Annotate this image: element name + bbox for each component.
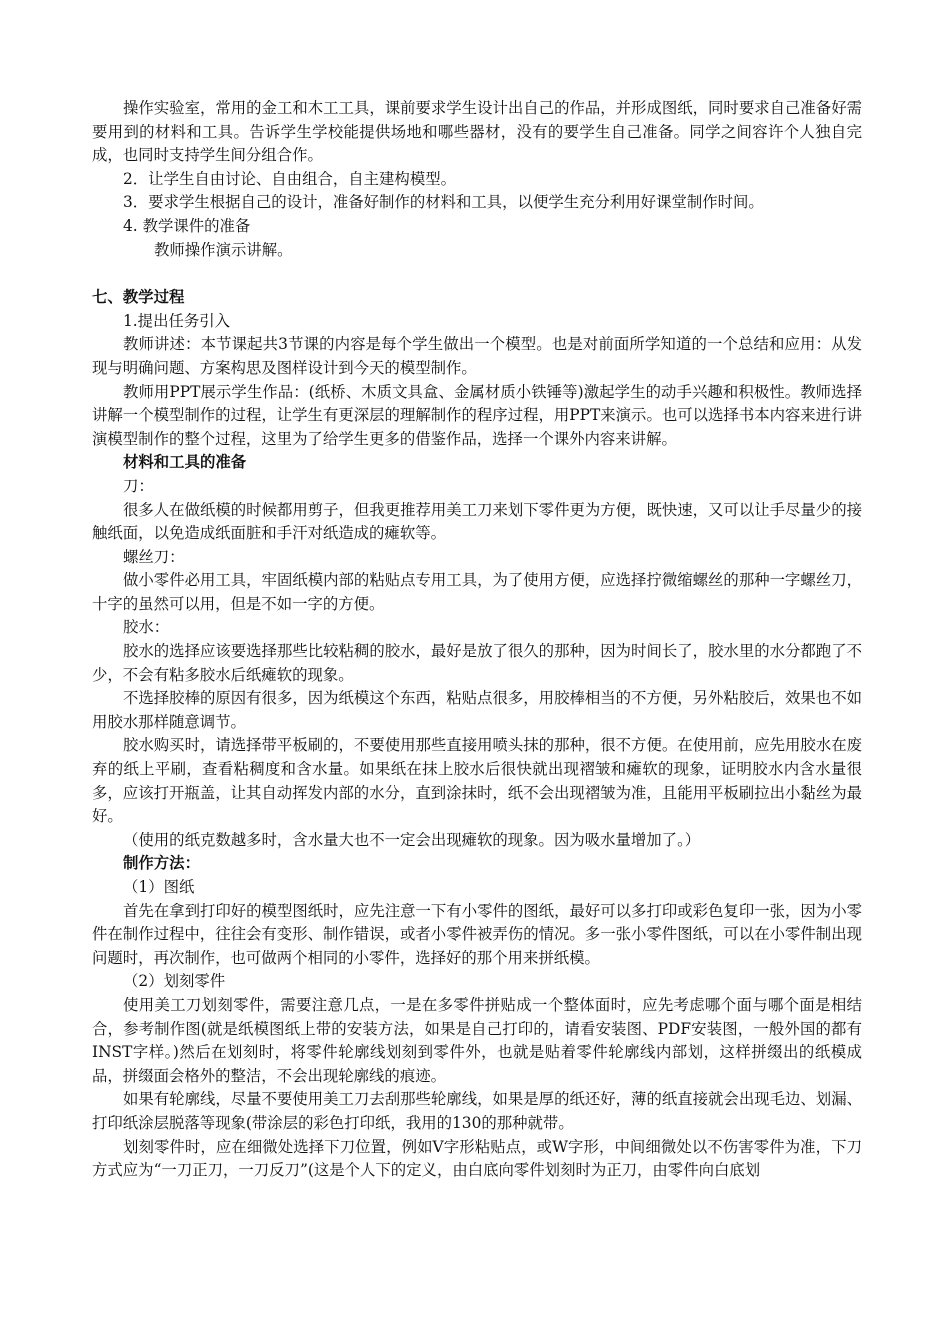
paragraph: 教师讲述：本节课起共3节课的内容是每个学生做出一个模型。也是对前面所学知道的一个总结和应用：从发现与明确问题、方案构思及图样设计到今天的模型制作。 [92,335,862,377]
list-item: 2．让学生自由讨论、自由组合，自主建构模型。 [123,169,456,188]
paragraph: 操作实验室，常用的金工和木工工具，课前要求学生设计出自己的作品，并形成图纸，同时要求自己准备好需要用到的材料和工具。告诉学生学校能提供场地和哪些器材，没有的要学生自己准备。同学之间容许个人独自完成，也同时支持学生间分组合作。 [92,99,862,165]
paragraph: 使用美工刀划刻零件，需要注意几点，一是在多零件拼贴成一个整体面时，应先考虑哪个面与哪个面是相结合，参考制作图(就是纸模图纸上带的安装方法，如果是自己打印的，请看安装图、PDF安装图，一般外国的都有INST字样。)然后在划刻时，将零件轮廓线划刻到零件外，也就是贴着零件轮廓线内部划，这样拼缀出的纸模成品，拼缀面会格外的整洁，不会出现轮廓线的痕迹。 [92,995,862,1085]
paragraph: 首先在拿到打印好的模型图纸时，应先注意一下有小零件的图纸，最好可以多打印或彩色复印一张，因为小零件在制作过程中，往往会有变形、制作错误，或者小零件被弄伤的情况。多一张小零件图纸，可以在小零件制出现问题时，再次制作，也可做两个相同的小零件，选择好的那个用来拼纸模。 [92,901,862,967]
item-label: 刀： [123,476,154,495]
list-item: 3．要求学生根据自己的设计，准备好制作的材料和工具，以便学生充分利用好课堂制作时间。 [123,193,764,212]
item-label: 胶水： [123,618,170,637]
paragraph: 很多人在做纸模的时候都用剪子，但我更推荐用美工刀来划下零件更为方便，既快速，又可以让手尽量少的接触纸面，以免造成纸面脏和手汗对纸造成的瘫软等。 [92,500,862,543]
item-label: （1）图纸 [123,878,195,896]
subheading: 材料和工具的准备 [123,453,247,472]
paragraph: 不选择胶棒的原因有很多，因为纸模这个东西，粘贴点很多，用胶棒相当的不方便，另外粘胶后，效果也不如用胶水那样随意调节。 [92,689,862,731]
paragraph: 教师用PPT展示学生作品：(纸桥、木质文具盒、金属材质小铁锤等)激起学生的动手兴趣和积极性。教师选择讲解一个模型制作的过程，让学生有更深层的理解制作的程序过程，用PPT来演示。也可以选择书本内容来进行讲演模型制作的整个过程，这里为了给学生更多的借鉴作品，选择一个课外内容来讲解。 [92,382,862,448]
paragraph: 划刻零件时，应在细微处选择下刀位置，例如V字形粘贴点，或W字形，中间细微处以不伤害零件为准，下刀方式应为“一刀正刀，一刀反刀”(这是个人下的定义，由白底向零件划刻时为正刀，由零件向白底划 [92,1137,862,1180]
list-item: 1.提出任务引入 [123,311,231,330]
paragraph: 做小零件必用工具，牢固纸模内部的粘贴点专用工具，为了使用方便，应选择拧微缩螺丝的那种一字螺丝刀，十字的虽然可以用，但是不如一字的方便。 [92,571,862,613]
list-item-detail: 教师操作演示讲解。 [154,240,293,259]
document-page [92,97,862,1183]
subheading: 制作方法： [123,854,200,873]
paragraph: 如果有轮廓线，尽量不要使用美工刀去刮那些轮廓线，如果是厚的纸还好，薄的纸直接就会出现毛边、划漏、打印纸涂层脱落等现象(带涂层的彩色打印纸，我用的130的那种就带。 [92,1090,862,1132]
section-heading: 七、教学过程 [92,288,185,307]
list-item: 4. 教学课件的准备 [123,216,251,235]
item-label: （2）划刻零件 [123,972,226,991]
paragraph: 胶水购买时，请选择带平板刷的，不要使用那些直接用喷头抹的那种，很不方便。在使用前，应先用胶水在废弃的纸上平刷，查看粘稠度和含水量。如果纸在抹上胶水后很快就出现褶皱和瘫软的现象，证明胶水内含水量很多，应该打开瓶盖，让其自动挥发内部的水分，直到涂抹时，纸不会出现褶皱为准，且能用平板刷拉出小黏丝为最好。 [92,736,862,826]
note: （使用的纸克数越多时，含水量大也不一定会出现瘫软的现象。因为吸水量增加了。） [123,830,701,849]
paragraph: 胶水的选择应该要选择那些比较粘稠的胶水，最好是放了很久的那种，因为时间长了，胶水里的水分都跑了不少，不会有粘多胶水后纸瘫软的现象。 [92,642,862,684]
item-label: 螺丝刀： [123,547,185,566]
